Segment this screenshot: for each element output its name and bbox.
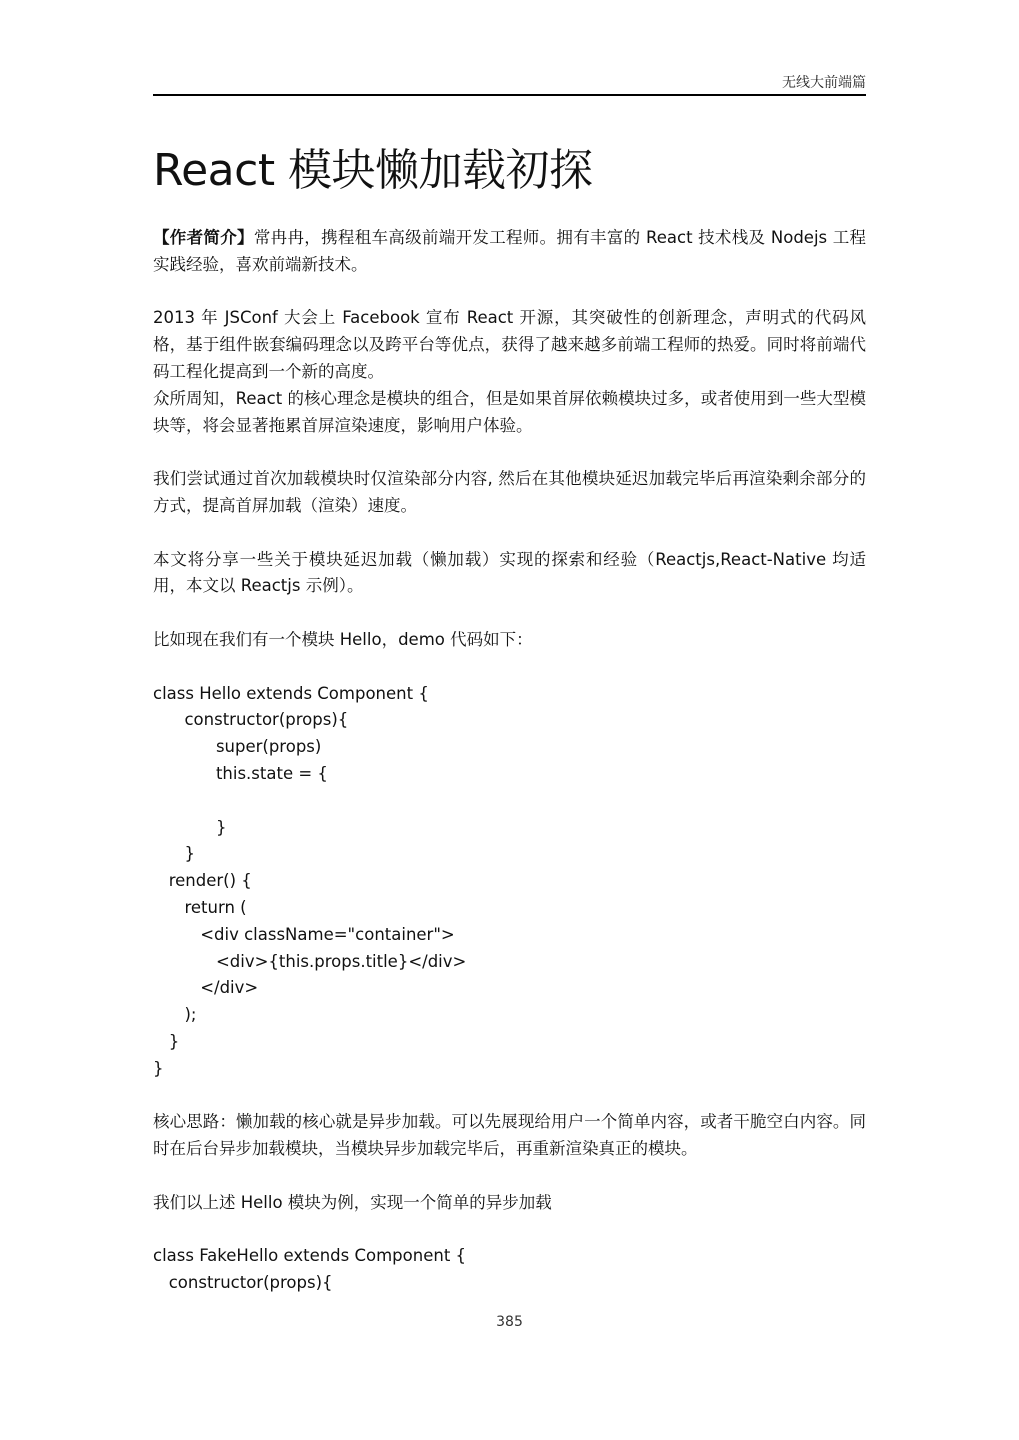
code-line: constructor(props){: [153, 710, 349, 730]
paragraph-gap: [153, 520, 866, 547]
code-line: [153, 788, 866, 815]
code-line: );: [153, 1005, 197, 1025]
paragraph-implementation-intro: 我们以上述 Hello 模块为例，实现一个简单的异步加载: [153, 1192, 552, 1212]
paragraph-gap: [153, 439, 866, 466]
paragraph-gap: [153, 654, 866, 681]
code-line: <div>{this.props.title}</div>: [153, 951, 467, 971]
author-intro: [153, 225, 866, 279]
code-block-hello: [153, 681, 866, 1083]
code-line: return (: [153, 897, 247, 917]
article-body: [153, 225, 866, 1297]
code-line: }: [153, 1058, 164, 1078]
code-line: class FakeHello extends Component {: [153, 1246, 467, 1266]
code-line: }: [153, 844, 195, 864]
article-title: React 模块懒加载初探: [153, 145, 593, 196]
paragraph-core-idea: 核心思路：懒加载的核心就是异步加载。可以先展现给用户一个简单内容，或者干脆空白内容。同时在后台异步加载模块，当模块异步加载完毕后，再重新渲染真正的模块。: [153, 1112, 866, 1159]
code-line: }: [153, 817, 227, 837]
paragraph-gap: [153, 1216, 866, 1243]
code-line: this.state = {: [153, 763, 328, 783]
paragraph-gap: [153, 279, 866, 306]
page-number: 385: [496, 1314, 523, 1330]
paragraph-approach: 我们尝试通过首次加载模块时仅渲染部分内容, 然后在其他模块延迟加载完毕后再渲染剩余部分的方式，提高首屏加载（渲染）速度。: [153, 469, 866, 515]
author-label: 【作者简介】: [153, 228, 254, 247]
code-block-fakehello: [153, 1243, 866, 1297]
paragraph-gap: [153, 1083, 866, 1110]
paragraph-problem: 众所周知，React 的核心理念是模块的组合，但是如果首屏依赖模块过多，或者使用到一些大型模块等，将会显著拖累首屏渲染速度，影响用户体验。: [153, 388, 866, 435]
header-rule: [153, 94, 866, 96]
code-line: super(props): [153, 737, 322, 757]
paragraph-intro: 2013 年 JSConf 大会上 Facebook 宣布 React 开源，其突破性的创新理念，声明式的代码风格，基于组件嵌套编码理念以及跨平台等优点，获得了越来越多前端工程师的热爱。同时将前端代码工程化提高到一个新的高度。: [153, 308, 866, 381]
paragraph-example-intro: 比如现在我们有一个模块 Hello，demo 代码如下：: [153, 629, 533, 649]
running-header: 无线大前端篇: [782, 75, 866, 91]
author-text: 常冉冉，携程租车高级前端开发工程师。拥有丰富的 React 技术栈及 Nodejs 工程实践经验，喜欢前端新技术。: [153, 228, 867, 274]
code-line: <div className="container">: [153, 924, 455, 944]
paragraph-gap: [153, 600, 866, 627]
code-line: }: [153, 1031, 180, 1051]
code-line: constructor(props){: [153, 1273, 333, 1293]
code-line: class Hello extends Component {: [153, 683, 429, 703]
paragraph-scope: 本文将分享一些关于模块延迟加载（懒加载）实现的探索和经验（Reactjs,React-Native 均适用，本文以 Reactjs 示例）。: [153, 549, 866, 596]
code-line: render() {: [153, 871, 252, 891]
code-line: </div>: [153, 978, 259, 998]
paragraph-gap: [153, 1163, 866, 1190]
